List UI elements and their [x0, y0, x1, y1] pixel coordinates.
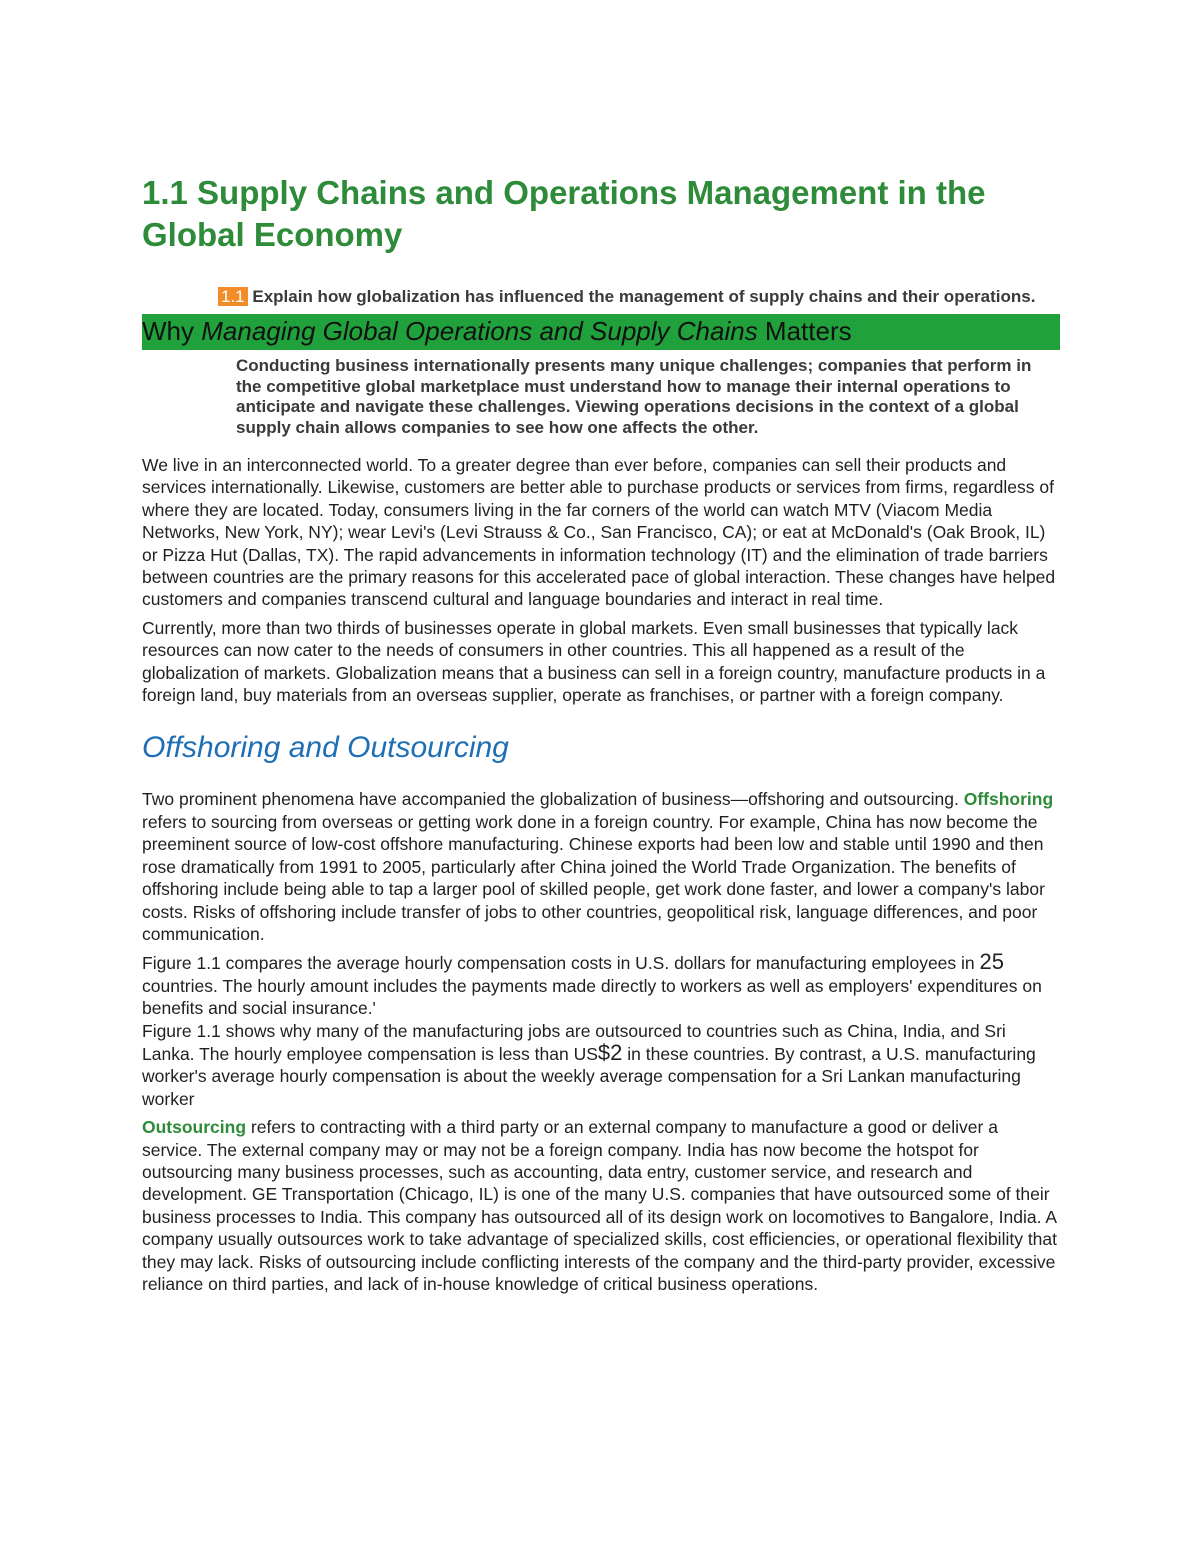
intro-paragraph: Conducting business internationally presents many unique challenges; companies that perform in the competitive global marketplace must understand how to manage their internal operations to anticipate and navigate these challenges. Viewing operations decisions in the context of a global supply chain allows companies to see how one affects the other.: [236, 356, 1032, 437]
body-paragraph-2: Currently, more than two thirds of businesses operate in global markets. Even small businesses that typically lack resources can now cater to the needs of consumers in other countries. This all happened as a result of the globalization of markets. Globalization means that a business can sell in a foreign country, manufacture products in a foreign land, buy materials from an overseas supplier, operate as franchises, or partner with a foreign company.: [142, 617, 1046, 706]
body-paragraph-6: [142, 1116, 1060, 1295]
p4-number: 25: [979, 949, 1004, 975]
p3-text-after: refers to sourcing from overseas or getting work done in a foreign country. For example, China has now become the preeminent source of low-cost offshore manufacturing. Chinese exports had been low and stable until 1990 and then rose dramatically from 1991 to 2005, particularly after China joined the World Trade Organization. The benefits of offshoring include being able to tap a larger pool of skilled people, get work done faster, and lower a company's labor costs. Risks of offshoring include transfer of jobs to other countries, geopolitical risk, language differences, and poor communication.: [142, 811, 1045, 944]
banner-part-topic: Managing Global Operations and Supply Chains: [201, 316, 758, 346]
banner-part-matters: Matters: [757, 316, 852, 346]
learning-objective: [218, 286, 1060, 308]
banner-part-why: Why: [142, 316, 202, 346]
p5-text-after: in these countries. By contrast, a U.S. manufacturing worker's average hourly compensation is about the weekly average compensation for a Sri Lankan manufacturing worker: [142, 1043, 1036, 1109]
section-title: 1.1 Supply Chains and Operations Management in the Global Economy: [142, 174, 986, 253]
p6-text-after: refers to contracting with a third party or an external company to manufacture a good or deliver a service. The external company may or may not be a foreign company. India has now become the hotspot for outsourcing many business processes, such as accounting, data entry, customer service, and research and development. GE Transportation (Chicago, IL) is one of the many U.S. companies that have outsourced some of their business processes to India. This company has outsourced all of its design work on locomotives to Bangalore, India. A company usually outsources work to take advantage of specialized skills, cost efficiencies, or operational flexibility that they may lack. Risks of outsourcing include conflicting interests of the company and the third-party provider, excessive reliance on third parties, and lack of in-house knowledge of critical business operations.: [142, 1117, 1058, 1294]
section-banner: [142, 314, 1060, 350]
p4-text-before: Figure 1.1 compares the average hourly compensation costs in U.S. dollars for manufacturing employees in: [142, 953, 980, 974]
p5-number: $2: [597, 1039, 623, 1065]
body-paragraph-1: We live in an interconnected world. To a greater degree than ever before, companies can sell their products and services internationally. Likewise, customers are better able to purchase products or services from firms, regardless of where they are located. Today, consumers living in the far corners of the world can watch MTV (Viacom Media Networks, New York, NY); wear Levi's (Levi Strauss & Co., San Francisco, CA); or eat at McDonald's (Oak Brook, IL) or Pizza Hut (Dallas, TX). The rapid advancements in information technology (IT) and the elimination of trade barriers between countries are the primary reasons for this accelerated pace of global interaction. These changes have helped customers and companies transcend cultural and language boundaries and interact in real time.: [142, 455, 1056, 610]
body-paragraph-3: [142, 788, 1060, 945]
body-paragraph-4: [142, 951, 1060, 1019]
p3-text-before: Two prominent phenomena have accompanied the globalization of business—offshoring and outsourcing.: [142, 789, 964, 810]
objective-text: Explain how globalization has influenced the management of supply chains and their operations.: [252, 287, 1036, 306]
p4-text-after: countries. The hourly amount includes the payments made directly to workers as well as employers' expenditures on benefits and social insurance.': [142, 975, 1042, 1019]
body-paragraph-5: [142, 1020, 1060, 1111]
p5-text-before: Figure 1.1 shows why many of the manufacturing jobs are outsourced to countries such as China, India, and Sri Lanka. The hourly employee compensation is less than US: [142, 1020, 1006, 1064]
key-term-offshoring: Offshoring: [963, 789, 1054, 810]
subheading-offshoring-outsourcing: Offshoring and Outsourcing: [142, 731, 509, 765]
key-term-outsourcing: Outsourcing: [142, 1117, 247, 1138]
objective-number-badge: 1.1: [218, 287, 248, 306]
document-page: [142, 172, 1060, 1295]
